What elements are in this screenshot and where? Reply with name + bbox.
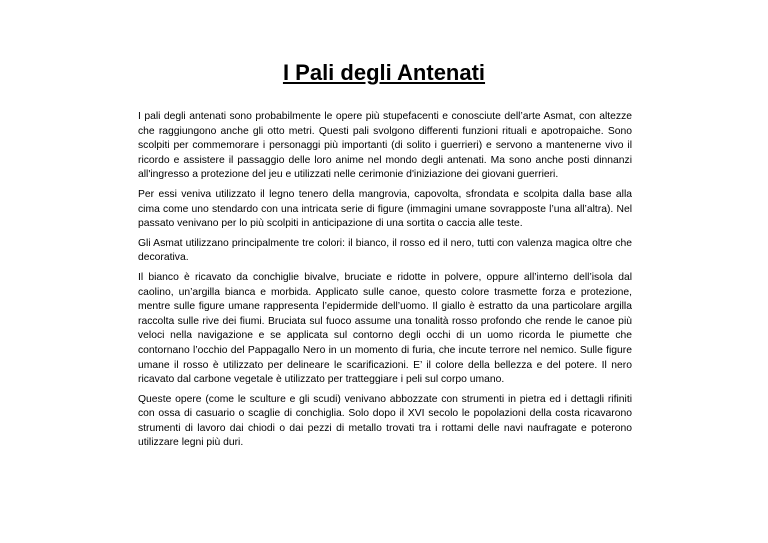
page-title-text: I Pali degli Antenati (282, 60, 486, 85)
paragraph-colors: Gli Asmat utilizzano principalmente tre colori: il bianco, il rosso ed il nero, tutti con valenza magica oltre che decorativa. (138, 237, 632, 264)
paragraph-materials: Per essi veniva utilizzato il legno tenero della mangrovia, capovolta, sfrondata e scolpita dalla base alla cima come uno stendardo con una intricata serie di figure (immagini umane sovrapposte l’una all’altra). Nel passato venivano per lo più scolpiti in anticipazione di una sortita o caccia alle teste. (138, 188, 632, 230)
paragraph-color-details: Il bianco è ricavato da conchiglie bivalve, bruciate e ridotte in polvere, oppure all’interno dell’isola dal caolino, un’argilla bianca e morbida. Applicato sulle canoe, questo colore trasmette forza e protezione, mentre sulle figure umane rappresenta l’epidermide dell’uomo. Il giallo è estratto da una particolare argilla raccolta sulle rive dei fiumi. Bruciata sul fuoco assume una tonalità rosso profondo che rende le canoe più veloci nella navigazione e se applicata sul contorno degli occhi di un uomo ricorda le piumette che contornano l’occhio del Pappagallo Nero in un momento di furia, che incute terrore nel nemico. Sulle figure umane il rosso è utilizzato per delineare le scarificazioni. E’ il colore della bellezza e del potere. Il nero ricavato dal carbone vegetale è utilizzato per tratteggiare i peli sul corpo umano. (138, 271, 632, 386)
document-body (138, 110, 632, 456)
paragraph-intro: I pali degli antenati sono probabilmente le opere più stupefacenti e conosciute dell’arte Asmat, con altezze che raggiungono anche gli otto metri. Questi pali svolgono differenti funzioni rituali e apotropaiche. Sono scolpiti per commemorare i personaggi più importanti (di solito i guerrieri) e servono a mantenerne vivo il ricordo e assistere il passaggio delle loro anime nel mondo degli antenati. Ma sono anche posti dinnanzi all'ingresso a protezione del jeu e utilizzati nelle cerimonie d'iniziazione dei giovani guerrieri. (138, 111, 632, 181)
page-title (0, 59, 768, 87)
paragraph-tools: Queste opere (come le sculture e gli scudi) venivano abbozzate con strumenti in pietra ed i dettagli rifiniti con ossa di casuario o scaglie di conchiglia. Solo dopo il XVI secolo le popolazioni della costa ricavarono strumenti di lavoro dai chiodi o dai pezzi di metallo trovati tra i rottami delle navi naufragate e poterono utilizzare legni più duri. (138, 393, 632, 449)
